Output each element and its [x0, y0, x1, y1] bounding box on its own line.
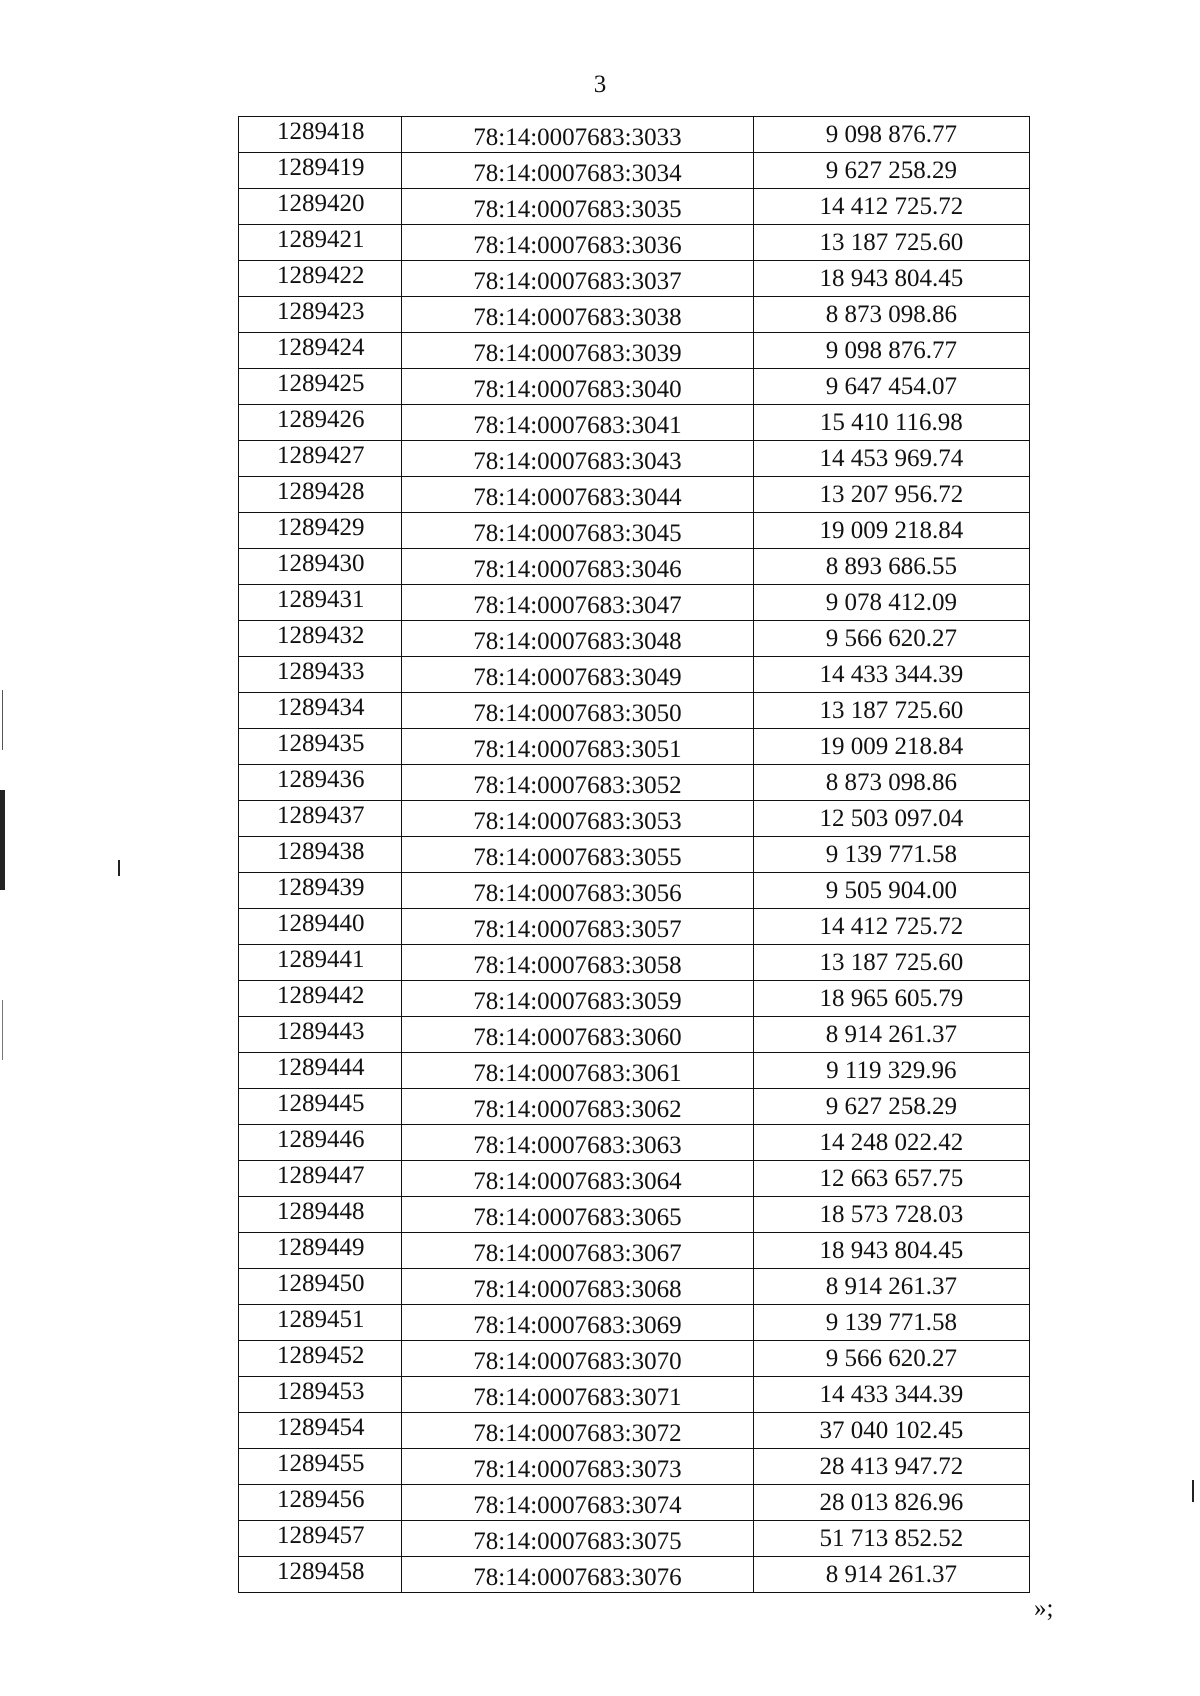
table-row: [239, 1233, 1030, 1269]
cadastral-value-cell-text: 9 566 620.27: [825, 1345, 957, 1372]
row-id-cell-text: 1289419: [277, 154, 365, 181]
row-id-cell: [239, 1125, 402, 1161]
cadastral-value-cell: [753, 1125, 1029, 1161]
cadastral-value-cell-text: 14 412 725.72: [819, 193, 964, 220]
cadastral-value-cell: [753, 1233, 1029, 1269]
row-id-cell-text: 1289454: [277, 1414, 365, 1441]
row-id-cell: [239, 405, 402, 441]
table-row: [239, 153, 1030, 189]
cadastral-value-cell: [753, 261, 1029, 297]
cadastral-number-cell-text: 78:14:0007683:3056: [473, 880, 682, 907]
row-id-cell: [239, 585, 402, 621]
cadastral-value-cell: [753, 693, 1029, 729]
cadastral-number-cell-text: 78:14:0007683:3060: [473, 1024, 682, 1051]
property-value-table: [238, 116, 1030, 1593]
cadastral-number-cell-text: 78:14:0007683:3055: [473, 844, 682, 871]
table-row: [239, 801, 1030, 837]
cadastral-number-cell-text: 78:14:0007683:3039: [473, 340, 682, 367]
row-id-cell-text: 1289445: [277, 1090, 365, 1117]
cadastral-number-cell: [402, 981, 753, 1017]
row-id-cell-text: 1289425: [277, 370, 365, 397]
row-id-cell: [239, 513, 402, 549]
cadastral-value-cell: [753, 729, 1029, 765]
table-row: [239, 297, 1030, 333]
cadastral-number-cell-text: 78:14:0007683:3053: [473, 808, 682, 835]
row-id-cell-text: 1289429: [277, 514, 365, 541]
cadastral-value-cell-text: 9 119 329.96: [826, 1057, 957, 1084]
row-id-cell: [239, 693, 402, 729]
cadastral-number-cell-text: 78:14:0007683:3035: [473, 196, 682, 223]
cadastral-value-cell: [753, 1521, 1029, 1557]
row-id-cell: [239, 909, 402, 945]
cadastral-number-cell: [402, 585, 753, 621]
cadastral-number-cell-text: 78:14:0007683:3058: [473, 952, 682, 979]
cadastral-value-cell-text: 9 627 258.29: [825, 1093, 957, 1120]
cadastral-value-cell: [753, 477, 1029, 513]
row-id-cell: [239, 153, 402, 189]
table-row: [239, 513, 1030, 549]
cadastral-value-cell-text: 15 410 116.98: [819, 409, 963, 436]
table-body: [239, 117, 1030, 1593]
row-id-cell: [239, 837, 402, 873]
cadastral-number-cell-text: 78:14:0007683:3059: [473, 988, 682, 1015]
table-row: [239, 1125, 1030, 1161]
cadastral-value-cell-text: 8 873 098.86: [825, 301, 957, 328]
cadastral-number-cell-text: 78:14:0007683:3069: [473, 1312, 682, 1339]
table-row: [239, 477, 1030, 513]
row-id-cell-text: 1289438: [277, 838, 365, 865]
cadastral-number-cell-text: 78:14:0007683:3061: [473, 1060, 682, 1087]
row-id-cell-text: 1289439: [277, 874, 365, 901]
cadastral-value-cell-text: 14 433 344.39: [819, 1381, 964, 1408]
row-id-cell: [239, 1557, 402, 1593]
row-id-cell-text: 1289430: [277, 550, 365, 577]
cadastral-value-cell: [753, 405, 1029, 441]
cadastral-value-cell-text: 14 412 725.72: [819, 913, 964, 940]
cadastral-number-cell-text: 78:14:0007683:3044: [473, 484, 682, 511]
cadastral-number-cell-text: 78:14:0007683:3074: [473, 1492, 682, 1519]
row-id-cell-text: 1289420: [277, 190, 365, 217]
cadastral-value-cell-text: 12 503 097.04: [819, 805, 964, 832]
row-id-cell-text: 1289432: [277, 622, 365, 649]
cadastral-number-cell: [402, 1305, 753, 1341]
cadastral-value-cell-text: 9 647 454.07: [825, 373, 957, 400]
row-id-cell-text: 1289451: [277, 1306, 365, 1333]
cadastral-number-cell-text: 78:14:0007683:3062: [473, 1096, 682, 1123]
row-id-cell-text: 1289436: [277, 766, 365, 793]
cadastral-value-cell-text: 9 566 620.27: [825, 625, 957, 652]
table-row: [239, 981, 1030, 1017]
cadastral-number-cell-text: 78:14:0007683:3045: [473, 520, 682, 547]
cadastral-value-cell-text: 9 627 258.29: [825, 157, 957, 184]
cadastral-number-cell: [402, 945, 753, 981]
row-id-cell-text: 1289441: [277, 946, 365, 973]
table-row: [239, 1521, 1030, 1557]
cadastral-number-cell: [402, 297, 753, 333]
cadastral-number-cell-text: 78:14:0007683:3050: [473, 700, 682, 727]
cadastral-value-cell: [753, 621, 1029, 657]
cadastral-number-cell: [402, 1197, 753, 1233]
cadastral-number-cell-text: 78:14:0007683:3051: [473, 736, 682, 763]
row-id-cell-text: 1289428: [277, 478, 365, 505]
cadastral-value-cell: [753, 1053, 1029, 1089]
cadastral-number-cell-text: 78:14:0007683:3046: [473, 556, 682, 583]
cadastral-number-cell: [402, 1161, 753, 1197]
cadastral-value-cell-text: 8 873 098.86: [825, 769, 957, 796]
row-id-cell: [239, 297, 402, 333]
table-row: [239, 1341, 1030, 1377]
row-id-cell-text: 1289424: [277, 334, 365, 361]
row-id-cell-text: 1289427: [277, 442, 365, 469]
cadastral-number-cell: [402, 1449, 753, 1485]
cadastral-number-cell: [402, 801, 753, 837]
row-id-cell-text: 1289453: [277, 1378, 365, 1405]
cadastral-number-cell: [402, 513, 753, 549]
row-id-cell-text: 1289433: [277, 658, 365, 685]
table-row: [239, 225, 1030, 261]
table-row: [239, 1197, 1030, 1233]
scan-edge-mark: [2, 1000, 3, 1060]
cadastral-number-cell-text: 78:14:0007683:3075: [473, 1528, 682, 1555]
cadastral-value-cell: [753, 1269, 1029, 1305]
scan-edge-mark: [2, 690, 3, 750]
cadastral-value-cell-text: 14 453 969.74: [819, 445, 964, 472]
cadastral-number-cell: [402, 909, 753, 945]
row-id-cell: [239, 369, 402, 405]
row-id-cell-text: 1289421: [277, 226, 365, 253]
row-id-cell: [239, 1449, 402, 1485]
cadastral-number-cell-text: 78:14:0007683:3065: [473, 1204, 682, 1231]
cadastral-value-cell-text: 19 009 218.84: [819, 733, 964, 760]
cadastral-number-cell: [402, 1269, 753, 1305]
row-id-cell-text: 1289422: [277, 262, 365, 289]
cadastral-number-cell-text: 78:14:0007683:3040: [473, 376, 682, 403]
cadastral-value-cell: [753, 1557, 1029, 1593]
row-id-cell-text: 1289455: [277, 1450, 365, 1477]
table-row: [239, 585, 1030, 621]
cadastral-number-cell: [402, 1377, 753, 1413]
table-row: [239, 945, 1030, 981]
cadastral-number-cell: [402, 621, 753, 657]
cadastral-number-cell: [402, 1341, 753, 1377]
row-id-cell: [239, 261, 402, 297]
cadastral-number-cell: [402, 117, 753, 153]
table-row: [239, 333, 1030, 369]
cadastral-value-cell: [753, 189, 1029, 225]
cadastral-value-cell: [753, 801, 1029, 837]
cadastral-value-cell: [753, 981, 1029, 1017]
row-id-cell-text: 1289426: [277, 406, 365, 433]
table-row: [239, 261, 1030, 297]
table-row: [239, 441, 1030, 477]
cadastral-number-cell: [402, 873, 753, 909]
cadastral-number-cell: [402, 1017, 753, 1053]
cadastral-number-cell: [402, 189, 753, 225]
cadastral-value-cell: [753, 1305, 1029, 1341]
row-id-cell-text: 1289431: [277, 586, 365, 613]
row-id-cell: [239, 441, 402, 477]
row-id-cell: [239, 945, 402, 981]
cadastral-value-cell: [753, 1413, 1029, 1449]
cadastral-number-cell: [402, 153, 753, 189]
cadastral-value-cell: [753, 657, 1029, 693]
cadastral-number-cell-text: 78:14:0007683:3070: [473, 1348, 682, 1375]
row-id-cell: [239, 1089, 402, 1125]
cadastral-number-cell-text: 78:14:0007683:3052: [473, 772, 682, 799]
cadastral-number-cell: [402, 441, 753, 477]
row-id-cell: [239, 1485, 402, 1521]
cadastral-value-cell: [753, 117, 1029, 153]
table-row: [239, 1089, 1030, 1125]
cadastral-number-cell-text: 78:14:0007683:3068: [473, 1276, 682, 1303]
closing-quote-mark: »;: [1034, 1595, 1054, 1622]
cadastral-number-cell-text: 78:14:0007683:3071: [473, 1384, 682, 1411]
row-id-cell: [239, 477, 402, 513]
table-row: [239, 1557, 1030, 1593]
cadastral-value-cell-text: 13 187 725.60: [819, 229, 964, 256]
row-id-cell-text: 1289450: [277, 1270, 365, 1297]
cadastral-value-cell-text: 9 098 876.77: [825, 121, 957, 148]
row-id-cell: [239, 873, 402, 909]
cadastral-number-cell-text: 78:14:0007683:3067: [473, 1240, 682, 1267]
row-id-cell-text: 1289440: [277, 910, 365, 937]
cadastral-number-cell-text: 78:14:0007683:3047: [473, 592, 682, 619]
cadastral-value-cell: [753, 1377, 1029, 1413]
cadastral-number-cell: [402, 1521, 753, 1557]
page-number: 3: [593, 71, 607, 98]
cadastral-number-cell-text: 78:14:0007683:3038: [473, 304, 682, 331]
table-row: [239, 693, 1030, 729]
cadastral-number-cell: [402, 693, 753, 729]
row-id-cell-text: 1289434: [277, 694, 365, 721]
table-row: [239, 1377, 1030, 1413]
cadastral-number-cell: [402, 837, 753, 873]
row-id-cell-text: 1289444: [277, 1054, 365, 1081]
cadastral-value-cell: [753, 765, 1029, 801]
table-row: [239, 1305, 1030, 1341]
cadastral-value-cell: [753, 1341, 1029, 1377]
table-row: [239, 369, 1030, 405]
cadastral-number-cell: [402, 405, 753, 441]
cadastral-number-cell-text: 78:14:0007683:3049: [473, 664, 682, 691]
table-row: [239, 909, 1030, 945]
cadastral-number-cell: [402, 1413, 753, 1449]
cadastral-value-cell-text: 9 505 904.00: [825, 877, 957, 904]
cadastral-value-cell: [753, 1161, 1029, 1197]
row-id-cell-text: 1289447: [277, 1162, 365, 1189]
cadastral-number-cell: [402, 261, 753, 297]
table-row: [239, 117, 1030, 153]
table-row: [239, 657, 1030, 693]
row-id-cell: [239, 765, 402, 801]
cadastral-number-cell: [402, 549, 753, 585]
row-id-cell: [239, 333, 402, 369]
row-id-cell-text: 1289458: [277, 1558, 365, 1585]
cadastral-value-cell: [753, 1017, 1029, 1053]
cadastral-value-cell-text: 8 914 261.37: [825, 1021, 957, 1048]
cadastral-value-cell: [753, 909, 1029, 945]
row-id-cell: [239, 621, 402, 657]
table-row: [239, 1449, 1030, 1485]
cadastral-number-cell: [402, 369, 753, 405]
cadastral-number-cell-text: 78:14:0007683:3043: [473, 448, 682, 475]
table-row: [239, 1485, 1030, 1521]
cadastral-value-cell-text: 19 009 218.84: [819, 517, 964, 544]
cadastral-value-cell: [753, 837, 1029, 873]
row-id-cell: [239, 117, 402, 153]
row-id-cell: [239, 657, 402, 693]
cadastral-number-cell: [402, 477, 753, 513]
cadastral-value-cell-text: 13 207 956.72: [819, 481, 964, 508]
cadastral-value-cell: [753, 1197, 1029, 1233]
cadastral-number-cell: [402, 333, 753, 369]
cadastral-value-cell-text: 8 914 261.37: [825, 1561, 957, 1588]
table-row: [239, 873, 1030, 909]
cadastral-value-cell: [753, 873, 1029, 909]
row-id-cell: [239, 1341, 402, 1377]
cadastral-number-cell-text: 78:14:0007683:3041: [473, 412, 682, 439]
cadastral-value-cell: [753, 369, 1029, 405]
table-row: [239, 729, 1030, 765]
table-row: [239, 1017, 1030, 1053]
cadastral-number-cell-text: 78:14:0007683:3064: [473, 1168, 682, 1195]
row-id-cell: [239, 1161, 402, 1197]
cadastral-number-cell: [402, 1485, 753, 1521]
cadastral-value-cell-text: 13 187 725.60: [819, 697, 964, 724]
table-row: [239, 837, 1030, 873]
cadastral-number-cell: [402, 1125, 753, 1161]
cadastral-number-cell: [402, 1053, 753, 1089]
row-id-cell-text: 1289457: [277, 1522, 365, 1549]
cadastral-value-cell-text: 51 713 852.52: [819, 1525, 964, 1552]
row-id-cell-text: 1289448: [277, 1198, 365, 1225]
cadastral-value-cell: [753, 585, 1029, 621]
cadastral-value-cell: [753, 945, 1029, 981]
table-row: [239, 1269, 1030, 1305]
cadastral-number-cell-text: 78:14:0007683:3057: [473, 916, 682, 943]
cadastral-number-cell-text: 78:14:0007683:3048: [473, 628, 682, 655]
row-id-cell: [239, 225, 402, 261]
cadastral-number-cell: [402, 225, 753, 261]
cadastral-number-cell: [402, 729, 753, 765]
table-row: [239, 1161, 1030, 1197]
cadastral-value-cell-text: 14 433 344.39: [819, 661, 964, 688]
cadastral-number-cell: [402, 1557, 753, 1593]
cadastral-value-cell-text: 18 943 804.45: [819, 265, 964, 292]
cadastral-number-cell-text: 78:14:0007683:3036: [473, 232, 682, 259]
cadastral-number-cell: [402, 1089, 753, 1125]
row-id-cell: [239, 1269, 402, 1305]
table-row: [239, 621, 1030, 657]
row-id-cell-text: 1289418: [277, 118, 365, 145]
row-id-cell-text: 1289443: [277, 1018, 365, 1045]
row-id-cell: [239, 981, 402, 1017]
cadastral-value-cell-text: 8 893 686.55: [825, 553, 957, 580]
row-id-cell: [239, 729, 402, 765]
cadastral-number-cell-text: 78:14:0007683:3037: [473, 268, 682, 295]
cadastral-number-cell-text: 78:14:0007683:3076: [473, 1564, 682, 1591]
cadastral-value-cell-text: 37 040 102.45: [819, 1417, 964, 1444]
cadastral-number-cell: [402, 1233, 753, 1269]
table-row: [239, 549, 1030, 585]
cadastral-value-cell-text: 12 663 657.75: [819, 1165, 964, 1192]
cadastral-value-cell: [753, 297, 1029, 333]
cadastral-value-cell: [753, 1089, 1029, 1125]
cadastral-value-cell-text: 13 187 725.60: [819, 949, 964, 976]
cadastral-value-cell: [753, 549, 1029, 585]
cadastral-number-cell-text: 78:14:0007683:3072: [473, 1420, 682, 1447]
row-id-cell-text: 1289437: [277, 802, 365, 829]
row-id-cell: [239, 1233, 402, 1269]
cadastral-value-cell-text: 28 413 947.72: [819, 1453, 964, 1480]
cadastral-value-cell-text: 18 573 728.03: [819, 1201, 964, 1228]
cadastral-number-cell-text: 78:14:0007683:3033: [473, 124, 682, 151]
cadastral-value-cell-text: 18 943 804.45: [819, 1237, 964, 1264]
cadastral-value-cell-text: 8 914 261.37: [825, 1273, 957, 1300]
scan-edge-mark: [1192, 1480, 1194, 1502]
cadastral-number-cell-text: 78:14:0007683:3073: [473, 1456, 682, 1483]
cadastral-value-cell: [753, 225, 1029, 261]
cadastral-value-cell: [753, 333, 1029, 369]
cadastral-number-cell-text: 78:14:0007683:3034: [473, 160, 682, 187]
table-row: [239, 405, 1030, 441]
row-id-cell-text: 1289442: [277, 982, 365, 1009]
row-id-cell: [239, 1521, 402, 1557]
row-id-cell: [239, 1413, 402, 1449]
cadastral-value-cell-text: 9 078 412.09: [825, 589, 957, 616]
cadastral-number-cell-text: 78:14:0007683:3063: [473, 1132, 682, 1159]
table-row: [239, 1053, 1030, 1089]
cadastral-value-cell-text: 28 013 826.96: [819, 1489, 964, 1516]
row-id-cell: [239, 1197, 402, 1233]
row-id-cell: [239, 1053, 402, 1089]
row-id-cell: [239, 189, 402, 225]
cadastral-value-cell: [753, 153, 1029, 189]
cadastral-value-cell: [753, 513, 1029, 549]
row-id-cell: [239, 1377, 402, 1413]
row-id-cell-text: 1289423: [277, 298, 365, 325]
row-id-cell: [239, 801, 402, 837]
cadastral-value-cell-text: 14 248 022.42: [819, 1129, 964, 1156]
table-row: [239, 189, 1030, 225]
row-id-cell: [239, 549, 402, 585]
row-id-cell-text: 1289435: [277, 730, 365, 757]
cadastral-value-cell: [753, 1449, 1029, 1485]
cadastral-value-cell: [753, 1485, 1029, 1521]
cadastral-value-cell: [753, 441, 1029, 477]
table-row: [239, 765, 1030, 801]
scan-edge-mark: [0, 790, 5, 890]
row-id-cell: [239, 1017, 402, 1053]
cadastral-number-cell: [402, 657, 753, 693]
row-id-cell-text: 1289456: [277, 1486, 365, 1513]
row-id-cell-text: 1289452: [277, 1342, 365, 1369]
row-id-cell-text: 1289449: [277, 1234, 365, 1261]
cadastral-value-cell-text: 9 139 771.58: [825, 841, 957, 868]
scan-edge-mark: [118, 860, 120, 876]
table-row: [239, 1413, 1030, 1449]
cadastral-value-cell-text: 9 139 771.58: [825, 1309, 957, 1336]
row-id-cell-text: 1289446: [277, 1126, 365, 1153]
cadastral-value-cell-text: 18 965 605.79: [819, 985, 964, 1012]
row-id-cell: [239, 1305, 402, 1341]
cadastral-number-cell: [402, 765, 753, 801]
cadastral-value-cell-text: 9 098 876.77: [825, 337, 957, 364]
